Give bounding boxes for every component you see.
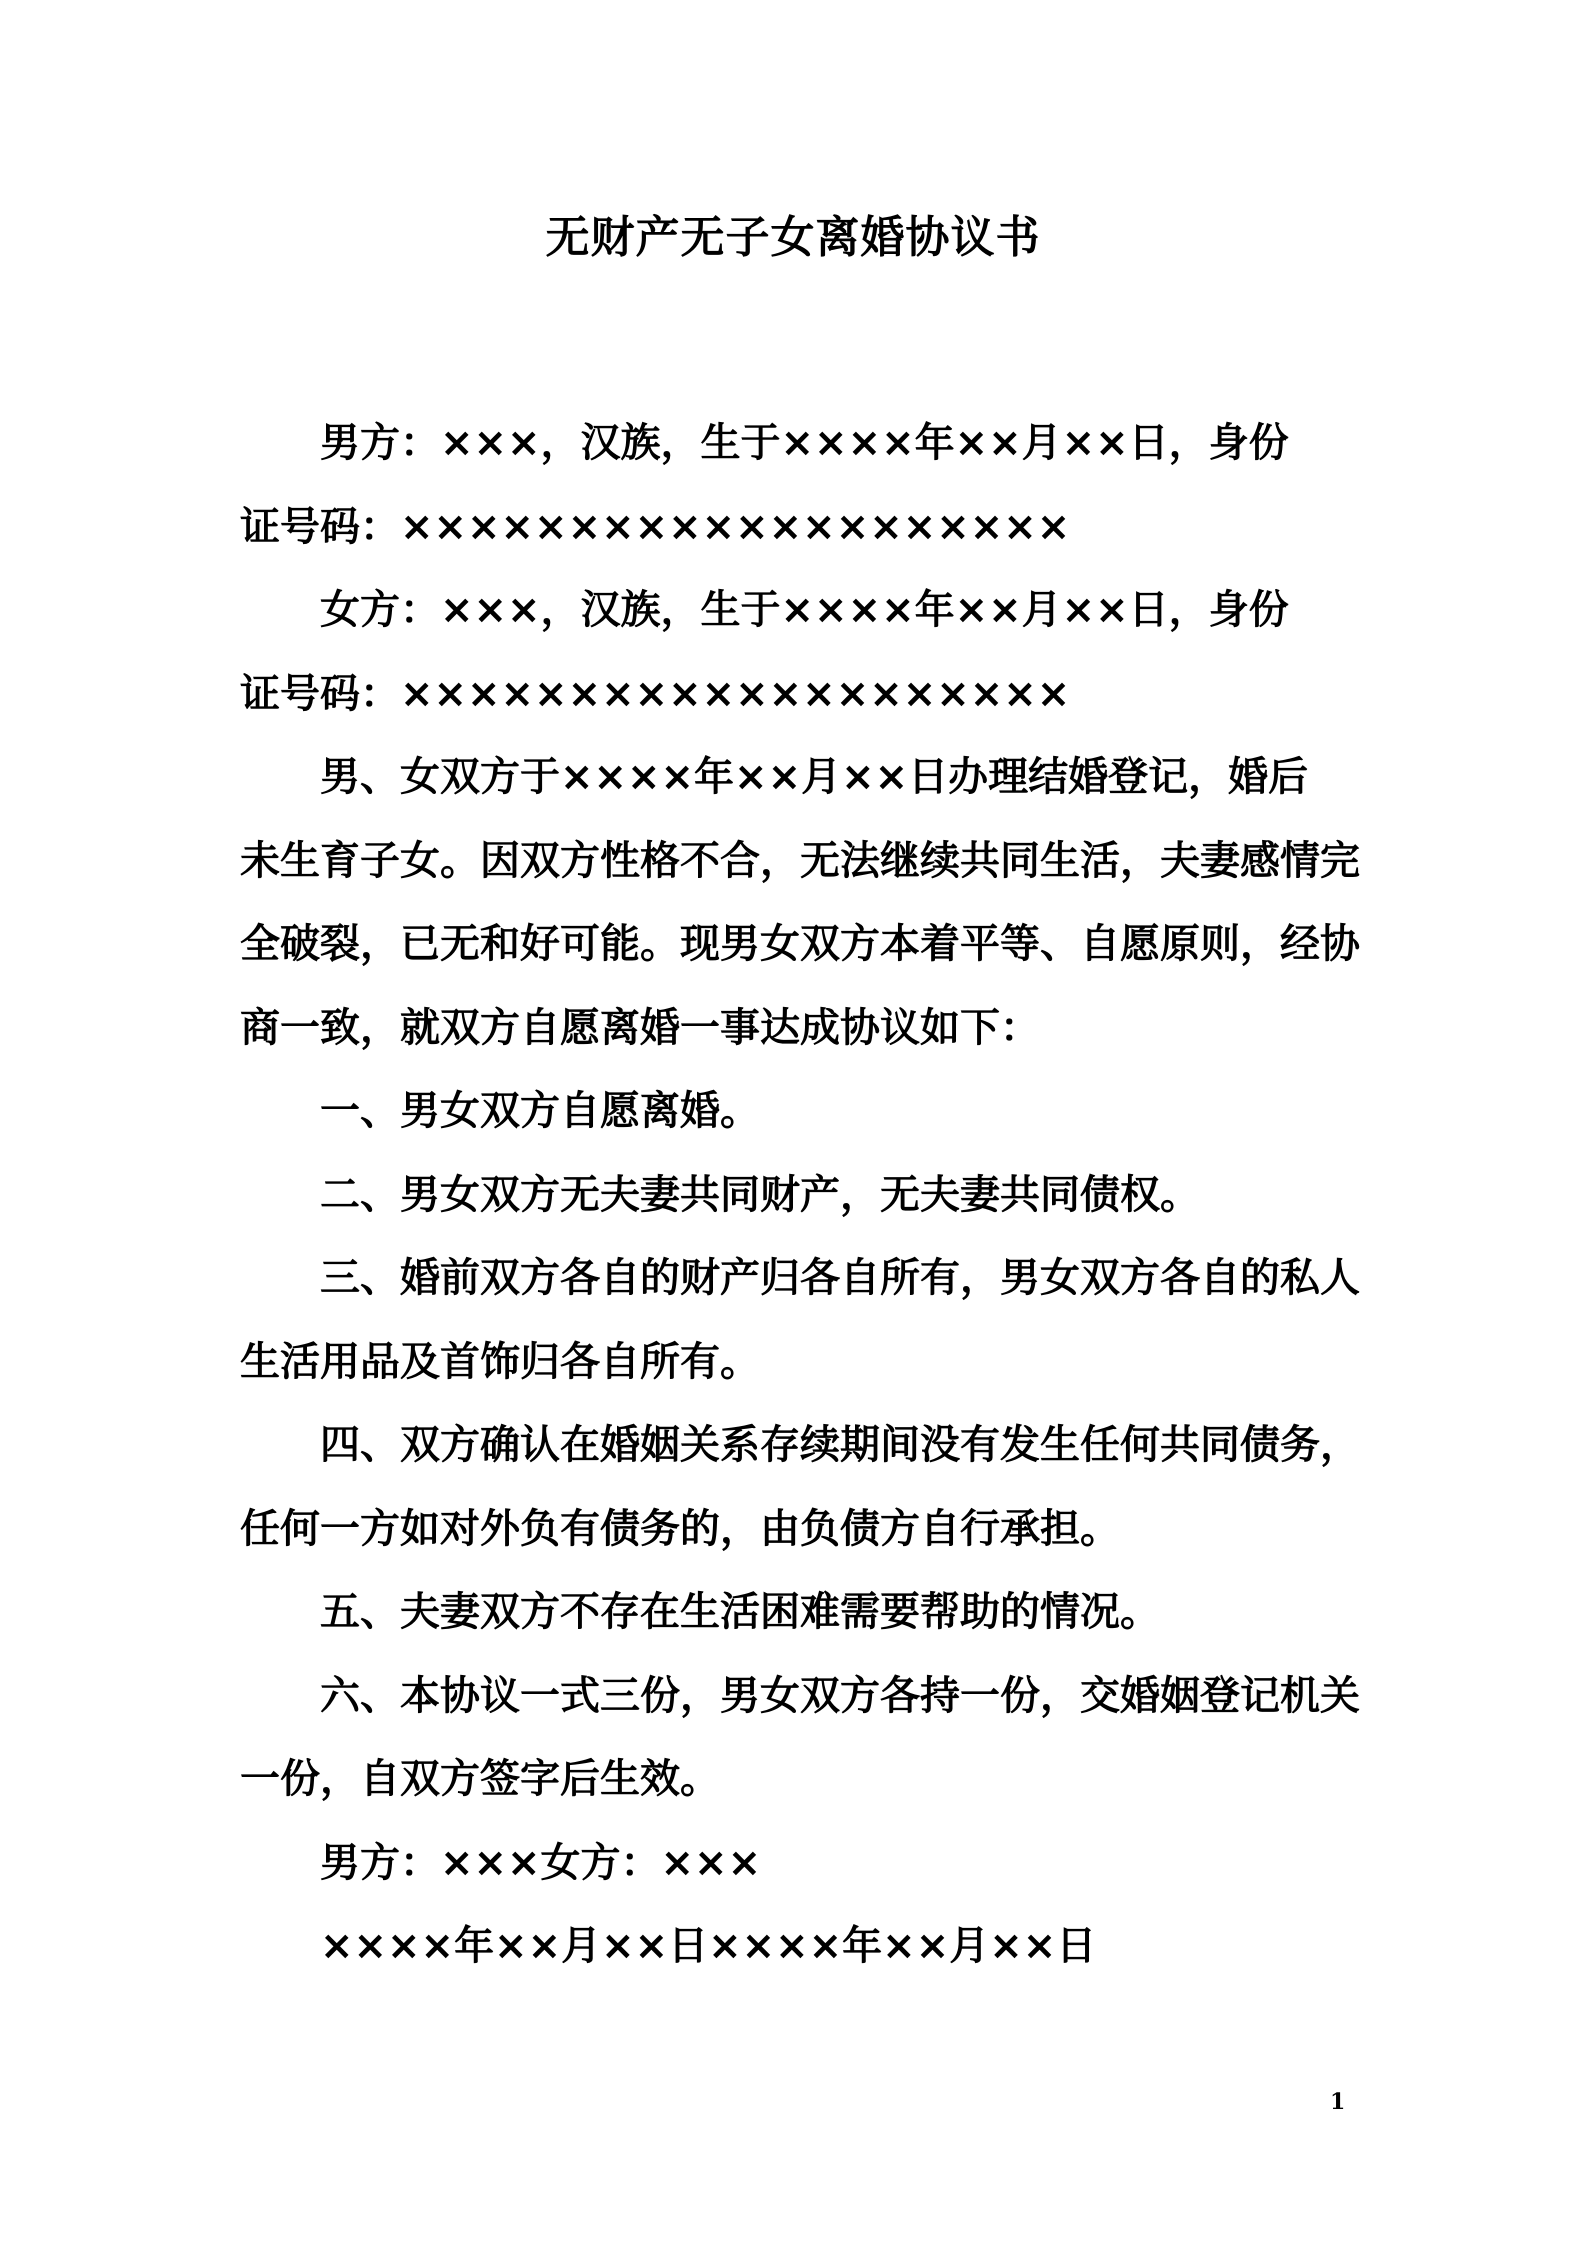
paragraph-line: 女方：×××，汉族，生于××××年××月××日，身份	[320, 587, 1289, 633]
paragraph-line: 五、夫妻双方不存在生活困难需要帮助的情况。	[320, 1589, 1160, 1635]
paragraph-line: 全破裂，已无和好可能。现男女双方本着平等、自愿原则，经协	[240, 921, 1360, 967]
agreement-paragraph	[240, 1571, 1356, 1655]
document-body	[240, 402, 1360, 1989]
agreement-paragraph	[240, 1237, 1360, 1404]
document-title: 无财产无子女离婚协议书	[545, 212, 1041, 263]
paragraph-line: 三、婚前双方各自的财产归各自所有，男女双方各自的私人	[320, 1255, 1360, 1301]
agreement-paragraph	[240, 1905, 1356, 1989]
paragraph-line: 四、双方确认在婚姻关系存续期间没有发生任何共同债务，	[320, 1422, 1360, 1468]
agreement-paragraph	[240, 736, 1360, 1070]
paragraph-line: 生活用品及首饰归各自所有。	[240, 1338, 760, 1385]
agreement-paragraph	[240, 1655, 1360, 1822]
paragraph-line: 二、男女双方无夫妻共同财产，无夫妻共同债权。	[320, 1171, 1200, 1218]
agreement-paragraph	[240, 1070, 1356, 1154]
paragraph-line: 任何一方如对外负有债务的，由负债方自行承担。	[240, 1505, 1120, 1552]
agreement-paragraph	[240, 1404, 1360, 1571]
paragraph-line: 商一致，就双方自愿离婚一事达成协议如下：	[240, 1004, 1040, 1051]
agreement-paragraph	[240, 1154, 1356, 1238]
agreement-paragraph	[240, 1822, 1356, 1906]
agreement-paragraph	[240, 402, 1356, 569]
paragraph-line: 一、男女双方自愿离婚。	[320, 1088, 760, 1134]
agreement-paragraph	[240, 569, 1356, 736]
paragraph-line: 男方：×××，汉族，生于××××年××月××日，身份	[320, 420, 1289, 466]
paragraph-line: 证号码：××××××××××××××××××××	[240, 670, 1071, 717]
page-number: 1	[1330, 2089, 1346, 2115]
paragraph-line: 男方：×××女方：×××	[320, 1839, 762, 1886]
paragraph-line: 六、本协议一式三份，男女双方各持一份，交婚姻登记机关	[320, 1672, 1360, 1719]
paragraph-line: 未生育子女。因双方性格不合，无法继续共同生活，夫妻感情完	[240, 837, 1360, 884]
paragraph-line: ××××年××月××日××××年××月××日	[320, 1923, 1097, 1969]
paragraph-line: 证号码：××××××××××××××××××××	[240, 503, 1071, 550]
paragraph-line: 一份，自双方签字后生效。	[240, 1756, 720, 1802]
paragraph-line: 男、女双方于××××年××月××日办理结婚登记，婚后	[320, 754, 1309, 800]
